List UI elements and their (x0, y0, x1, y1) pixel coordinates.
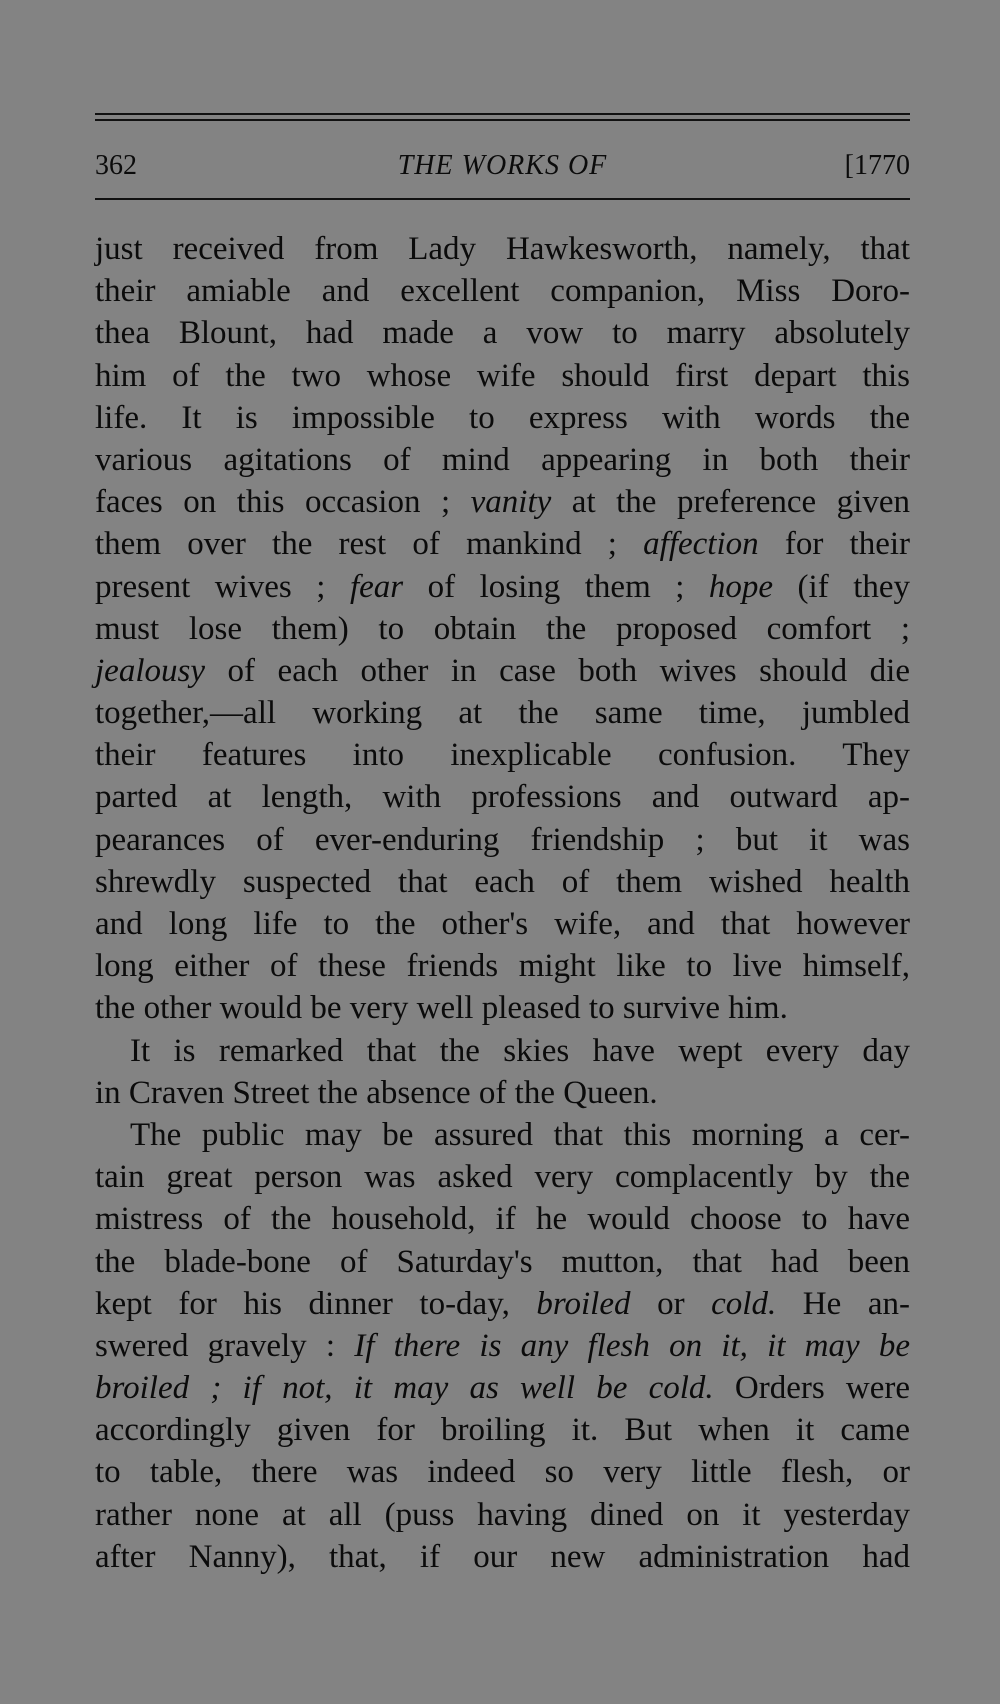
text-line (95, 312, 910, 354)
text-line (95, 945, 910, 987)
text-line (95, 1198, 910, 1240)
text-line (95, 397, 910, 439)
text-segment: various agitations of mind appearing in both their (95, 441, 910, 478)
running-title: THE WORKS OF (397, 150, 608, 181)
text-segment: just received from Lady Hawkesworth, namely, that (95, 231, 910, 267)
text-segment: The public may be assured that this morning a cer- (130, 1116, 910, 1153)
text-segment: rather none at all (puss having dined on it yesterday (95, 1496, 910, 1533)
text-line (95, 1409, 910, 1451)
running-head (95, 146, 910, 186)
text-segment: Orders were (713, 1370, 910, 1407)
text-line (95, 1283, 910, 1325)
text-line (95, 439, 910, 481)
text-segment: kept for his dinner to-day, (95, 1285, 537, 1322)
text-line (95, 1241, 910, 1283)
text-segment: their amiable and excellent companion, Miss Doro- (95, 273, 910, 310)
text-segment: for their (758, 526, 911, 563)
text-line (95, 270, 910, 312)
text-segment: together,—all working at the same time, jumbled (95, 695, 910, 732)
text-segment: present wives ; (95, 568, 350, 605)
italic-text: fear (349, 568, 404, 605)
text-segment: to table, there was indeed so very little flesh, or (95, 1454, 910, 1491)
page-number: 362 (95, 150, 137, 181)
text-segment: them over the rest of mankind ; (95, 526, 644, 563)
text-segment: of each other in case both wives should die (204, 652, 910, 689)
italic-text: affection (643, 526, 759, 563)
italic-text: If there is any flesh on it, it may be (354, 1327, 911, 1364)
text-segment: pearances of ever-enduring friendship ; but it was (95, 821, 910, 858)
text-segment: thea Blount, had made a vow to marry absolutely (95, 315, 910, 352)
text-segment: faces on this occasion ; (95, 484, 471, 521)
text-line (95, 228, 910, 270)
text-line (95, 861, 910, 903)
header-rule (95, 198, 910, 200)
text-segment: him of the two whose wife should first depart this (95, 357, 910, 394)
italic-text: jealousy (95, 652, 205, 689)
text-segment: of losing them ; (403, 568, 709, 605)
text-line (95, 1536, 910, 1578)
italic-text: vanity (470, 484, 552, 521)
text-segment: and long life to the other's wife, and that however (95, 906, 910, 942)
text-segment: or (630, 1285, 712, 1322)
text-line (95, 903, 910, 945)
text-line (95, 566, 910, 608)
text-segment: tain great person was asked very complacently by the (95, 1159, 910, 1196)
text-segment: life. It is impossible to express with words the (95, 399, 910, 436)
text-line (95, 1367, 910, 1409)
text-line (95, 692, 910, 734)
text-segment: in Craven Street the absence of the Queen. (95, 1074, 658, 1111)
top-rule (95, 113, 910, 115)
text-segment: after Nanny), that, if our new administration had (95, 1538, 910, 1575)
text-line (95, 1114, 910, 1156)
text-segment: It is remarked that the skies have wept every day (130, 1032, 910, 1069)
italic-text: broiled ; if not, it may as well be cold. (95, 1370, 714, 1407)
text-line (95, 1494, 910, 1536)
text-segment: long either of these friends might like to live himself, (95, 948, 910, 985)
text-line (95, 734, 910, 776)
text-segment: at the preference given (551, 484, 911, 521)
text-segment: (if they (773, 568, 911, 605)
text-line (95, 1451, 910, 1493)
text-segment: must lose them) to obtain the proposed comfort ; (95, 610, 910, 647)
text-segment: mistress of the household, if he would choose to have (95, 1201, 910, 1238)
text-line (95, 819, 910, 861)
text-line (95, 481, 910, 523)
body-text (95, 228, 910, 1578)
text-segment: the blade-bone of Saturday's mutton, that had been (95, 1243, 910, 1280)
text-segment: their features into inexplicable confusion. They (95, 737, 910, 774)
text-line (95, 523, 910, 565)
text-line (95, 1325, 910, 1367)
top-rule-double (95, 119, 910, 121)
text-line (95, 1030, 910, 1072)
text-line (95, 776, 910, 818)
running-year: [1770 (844, 150, 910, 181)
text-segment: accordingly given for broiling it. But when it came (95, 1412, 910, 1449)
text-segment: parted at length, with professions and outward ap- (95, 779, 910, 816)
italic-text: cold. (711, 1285, 777, 1322)
text-segment: the other would be very well pleased to survive him. (95, 990, 788, 1027)
text-line (95, 608, 910, 650)
text-line (95, 1156, 910, 1198)
text-line (95, 1072, 910, 1114)
italic-text: broiled (536, 1285, 631, 1322)
text-line (95, 355, 910, 397)
text-segment: swered gravely : (95, 1327, 355, 1364)
italic-text: hope (708, 568, 774, 605)
text-line (95, 650, 910, 692)
text-line (95, 987, 910, 1029)
text-segment: shrewdly suspected that each of them wished health (95, 863, 910, 900)
text-segment: He an- (776, 1285, 910, 1322)
